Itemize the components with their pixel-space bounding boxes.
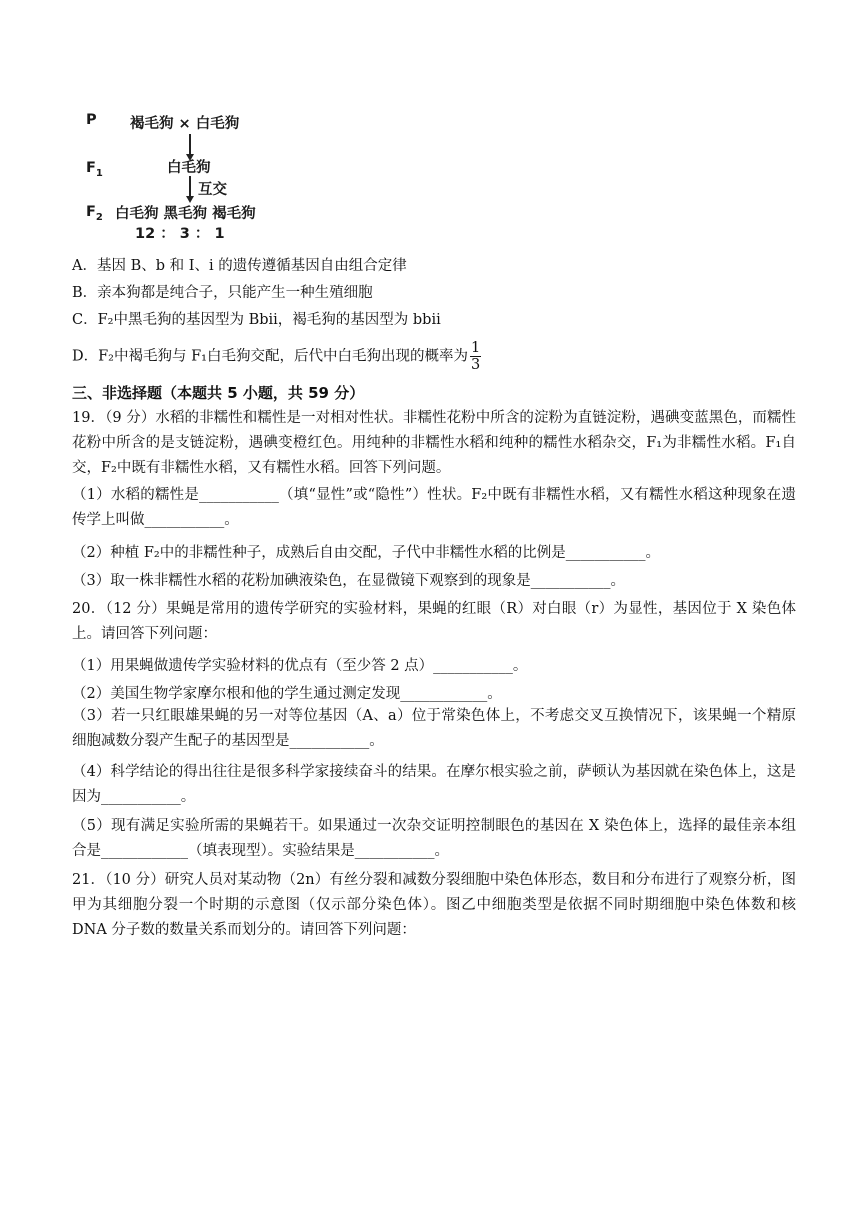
intercross-label: 互交 xyxy=(198,182,227,198)
option-c: C．F₂中黑毛狗的基因型为 Bbii，褐毛狗的基因型为 bbii xyxy=(72,312,441,328)
option-b: B．亲本狗都是纯合子，只能产生一种生殖细胞 xyxy=(72,285,373,301)
f1-result: 白毛狗 xyxy=(167,160,211,176)
q19-part3: （3）取一株非糯性水稻的花粉加碘液染色，在显微镜下观察到的现象是___________。 xyxy=(72,573,625,589)
q19-stem: 19．（9 分）水稻的非糯性和糯性是一对相对性状。非糯性花粉中所含的淀粉为直链淀粉，遇碘变蓝黑色，而糯性花粉中所含的是支链淀粉，遇碘变橙红色。用纯种的非糯性水稻和纯种的糯性水稻杂交，F₁为非糯性水稻。F₁自交，F₂中既有非糯性水稻，又有糯性水稻。回答下列问题。 xyxy=(72,410,796,476)
p-generation-label: P xyxy=(86,112,97,128)
option-a: A．基因 B、b 和 I、i 的遗传遵循基因自由组合定律 xyxy=(72,258,407,274)
f2-results: 白毛狗 黑毛狗 褐毛狗 xyxy=(115,206,256,222)
f2-generation-label: $F_2$ xyxy=(86,204,103,223)
q21-stem: 21．（10 分）研究人员对某动物（2n）有丝分裂和减数分裂细胞中染色体形态，数目和分布进行了观察分析，图甲为其细胞分裂一个时期的示意图（仅示部分染色体）。图乙中细胞类型是依据不同时期细胞中染色体数和核 DNA 分子数的数量关系而划分的。请回答下列问题： xyxy=(72,872,796,938)
option-d-fraction: $\frac{1}{3}$ xyxy=(470,340,481,373)
q20-part4: （4）科学结论的得出往往是很多科学家接续奋斗的结果。在摩尔根实验之前，萨顿认为基因就在染色体上，这是因为___________。 xyxy=(72,764,796,805)
genetic-cross-diagram xyxy=(80,98,300,243)
section-heading: 三、非选择题（本题共 5 小题，共 59 分） xyxy=(72,384,365,402)
arrow-f1-to-f2 xyxy=(189,176,191,198)
q20-part3: （3）若一只红眼雄果蝇的另一对等位基因（A、a）位于常染色体上，不考虑交叉互换情况下，该果蝇一个精原细胞减数分裂产生配子的基因型是___________。 xyxy=(72,708,796,749)
q20-stem: 20．（12 分）果蝇是常用的遗传学研究的实验材料，果蝇的红眼（R）对白眼（r）为显性，基因位于 X 染色体上。请回答下列问题： xyxy=(72,601,796,642)
q19-part1: （1）水稻的糯性是___________（填“显性”或“隐性”）性状。F₂中既有非糯性水稻，又有糯性水稻这种现象在遗传学上叫做___________。 xyxy=(72,487,796,528)
q20-part2: （2）美国生物学家摩尔根和他的学生通过测定发现____________。 xyxy=(72,686,502,702)
f2-ratio: 12 ： 3 ： 1 xyxy=(135,226,225,242)
q20-part5: （5）现有满足实验所需的果蝇若干。如果通过一次杂交证明控制眼色的基因在 X 染色体上，选择的最佳亲本组合是____________（填表现型）。实验结果是___________。 xyxy=(72,818,796,859)
p-generation-parents: 褐毛狗 × 白毛狗 xyxy=(130,116,240,132)
option-d xyxy=(72,340,481,373)
arrow-p-to-f1 xyxy=(189,134,191,156)
option-d-text: D．F₂中褐毛狗与 F₁白毛狗交配，后代中白毛狗出现的概率为 xyxy=(72,348,468,365)
q19-part2: （2）种植 F₂中的非糯性种子，成熟后自由交配，子代中非糯性水稻的比例是___________。 xyxy=(72,545,660,561)
q20-part1: （1）用果蝇做遗传学实验材料的优点有（至少答 2 点）___________。 xyxy=(72,658,528,674)
f1-generation-label: $F_1$ xyxy=(86,160,103,179)
